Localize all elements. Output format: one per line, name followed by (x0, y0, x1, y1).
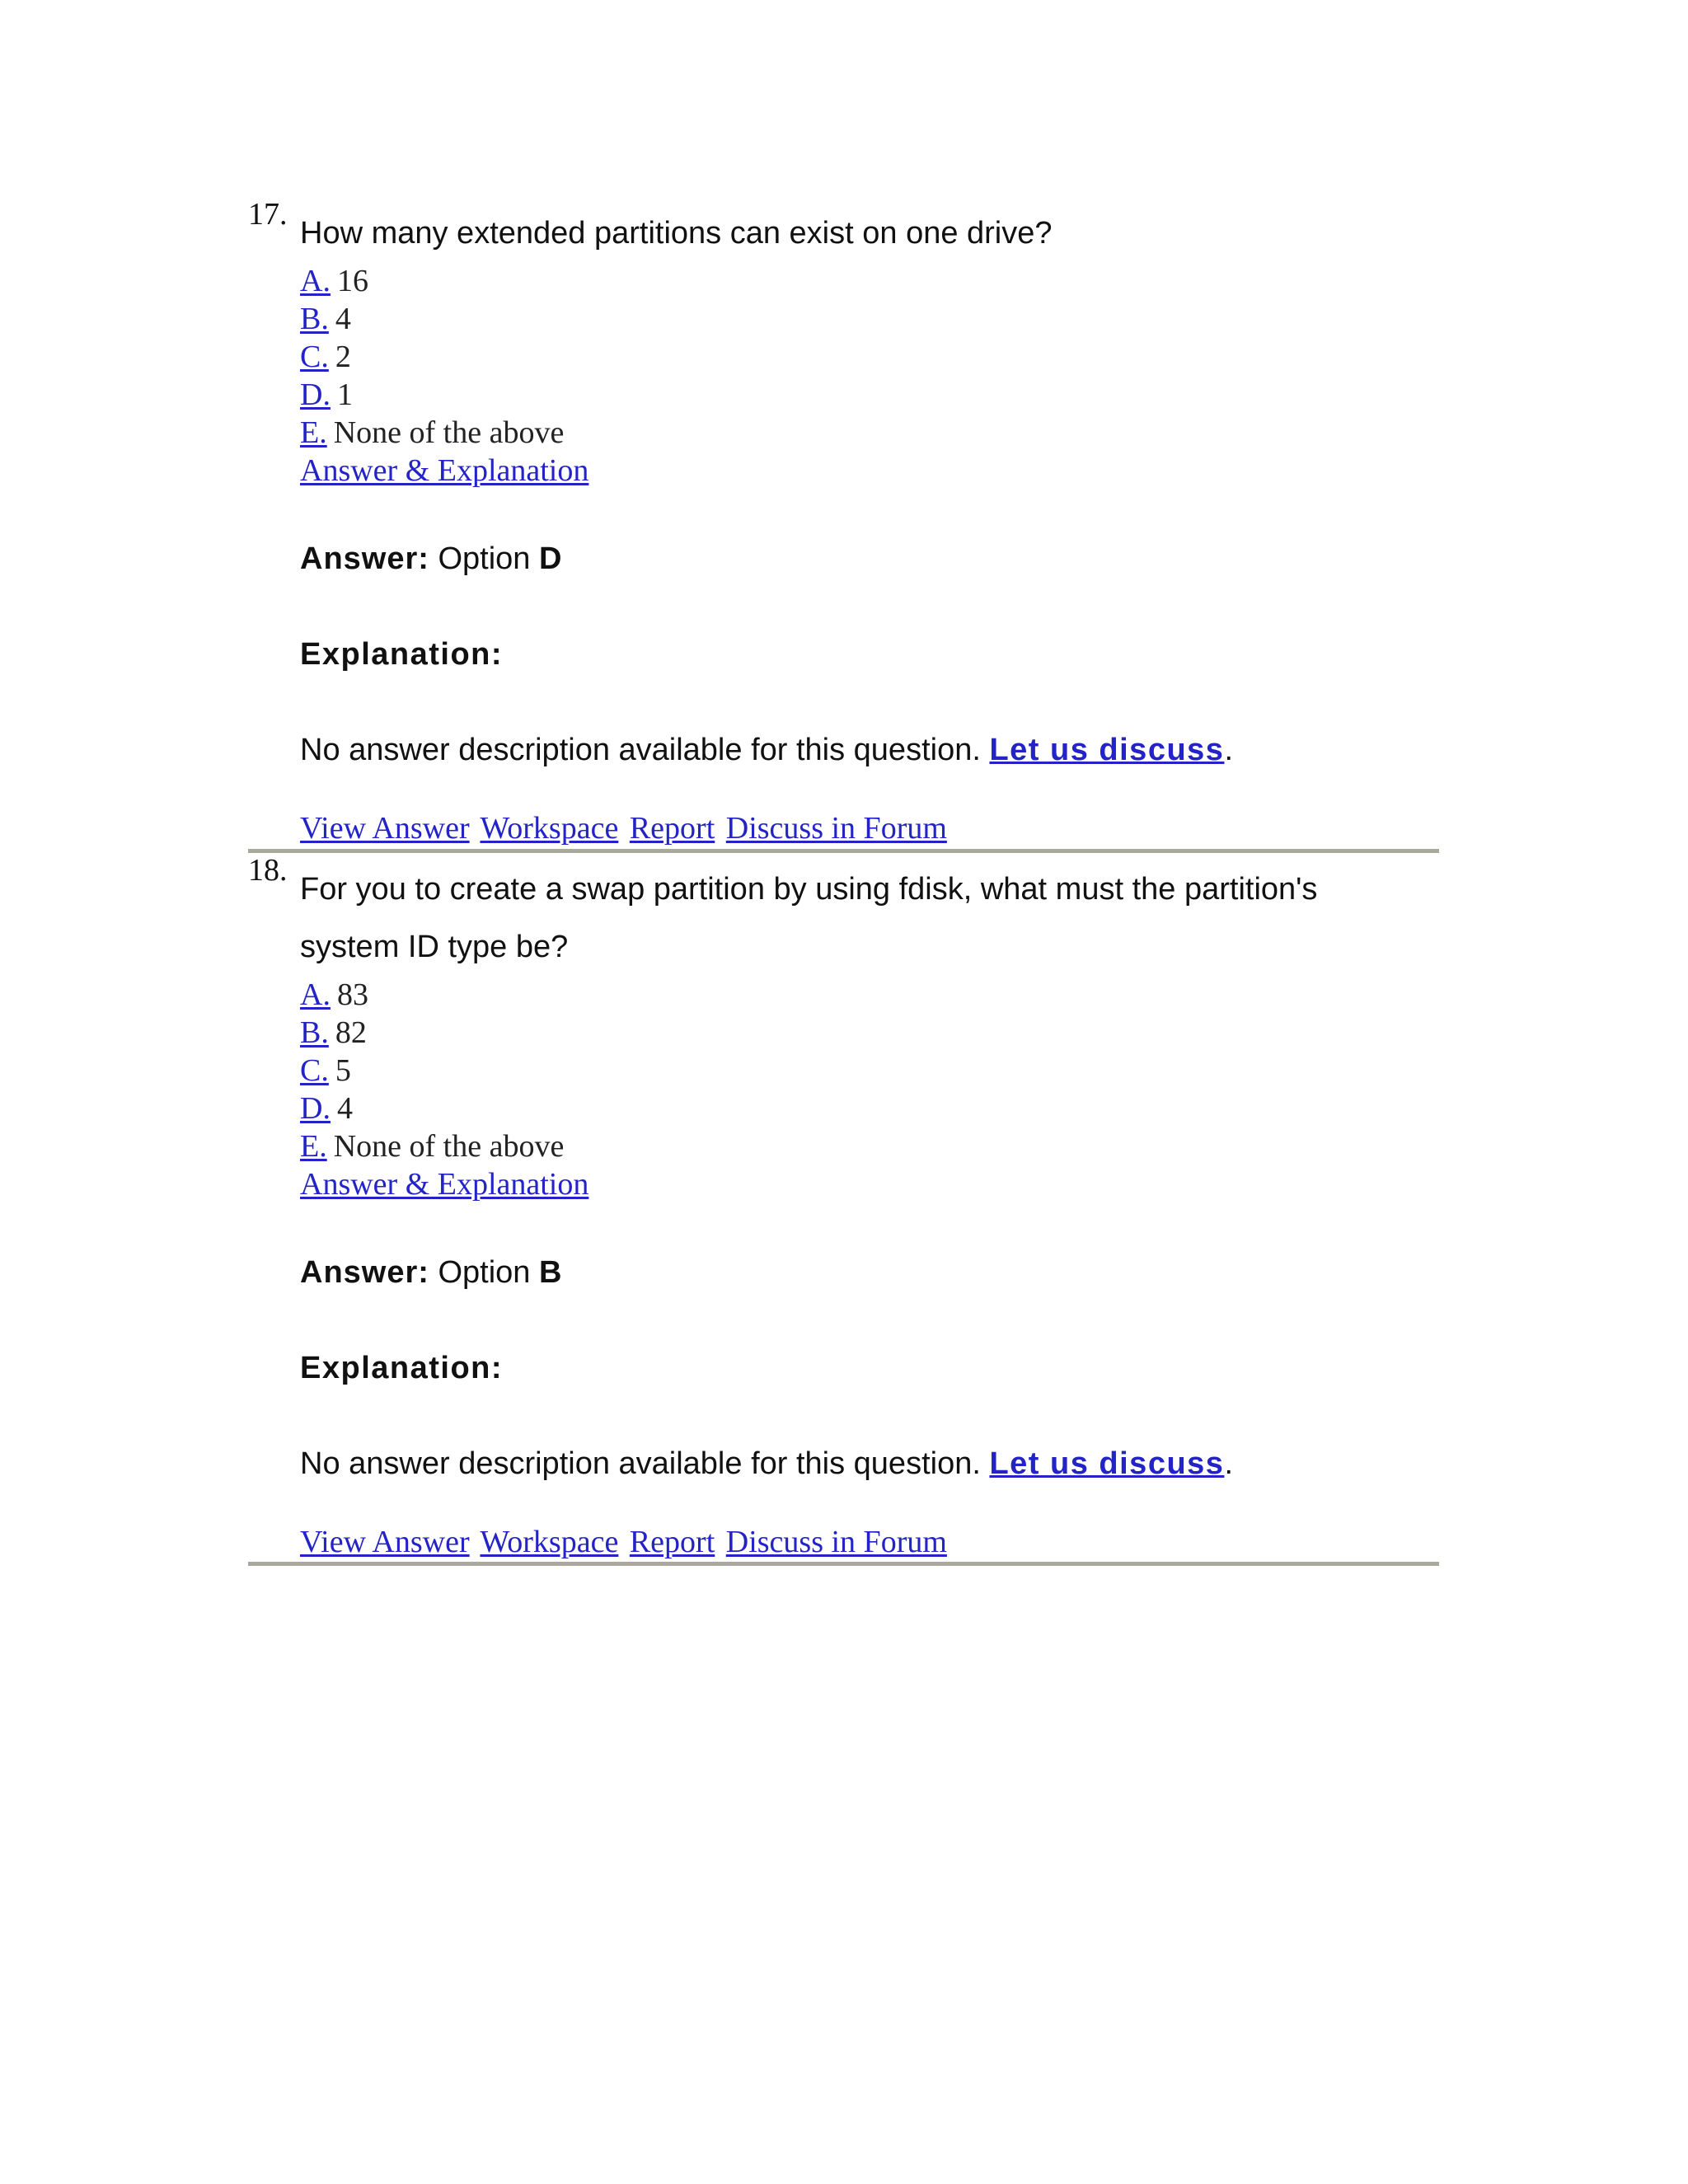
explanation-text (300, 1446, 1439, 1482)
option-d-text: 1 (336, 377, 353, 412)
let-us-discuss-link[interactable]: Let us discuss (989, 1446, 1225, 1481)
options-list (300, 262, 1439, 452)
question-text-line: For you to create a swap partition by using fdisk, what must the partition's (300, 872, 1318, 907)
question-text-line: How many extended partitions can exist on one drive? (300, 216, 1053, 251)
let-us-discuss-link[interactable]: Let us discuss (989, 733, 1225, 767)
option-c (300, 1052, 1439, 1090)
answer-line (300, 541, 1439, 577)
option-b-link[interactable]: B. (300, 1015, 329, 1050)
question-body (300, 854, 1439, 1561)
question-actions (300, 809, 1439, 847)
answer-option-text: Option (438, 1255, 531, 1290)
answer-option-letter: B (539, 1255, 562, 1290)
question-number: 17. (248, 197, 288, 232)
answer-label: Answer: (300, 1255, 429, 1290)
question-text (300, 860, 1439, 976)
question-actions (300, 1523, 1439, 1561)
answer-option-text: Option (438, 541, 531, 576)
option-b (300, 300, 1439, 338)
option-b-text: 82 (335, 1015, 367, 1050)
discuss-suffix: . (1224, 1446, 1233, 1481)
discuss-in-forum-link[interactable]: Discuss in Forum (725, 1525, 947, 1559)
option-e-link[interactable]: E. (300, 1129, 327, 1164)
option-e-text: None of the above (333, 1129, 565, 1164)
view-answer-link[interactable]: View Answer (300, 1525, 470, 1559)
option-c-link[interactable]: C. (300, 1053, 329, 1088)
option-b (300, 1014, 1439, 1052)
question-17 (248, 198, 1439, 847)
option-d (300, 1090, 1439, 1127)
option-d-link[interactable]: D. (300, 377, 331, 412)
answer-explanation-link[interactable]: Answer & Explanation (300, 453, 589, 488)
option-a (300, 262, 1439, 300)
option-d-text: 4 (336, 1091, 353, 1126)
option-a-text: 16 (336, 264, 368, 298)
option-a-link[interactable]: A. (300, 264, 331, 298)
question-number: 18. (248, 853, 288, 888)
question-divider (248, 849, 1439, 853)
option-e (300, 414, 1439, 452)
option-e (300, 1127, 1439, 1165)
option-a-text: 83 (336, 977, 368, 1012)
answer-explanation-link[interactable]: Answer & Explanation (300, 1167, 589, 1202)
discuss-suffix: . (1224, 733, 1233, 767)
question-body (300, 198, 1439, 847)
option-e-link[interactable]: E. (300, 415, 327, 450)
question-text (300, 204, 1439, 262)
workspace-link[interactable]: Workspace (480, 1525, 619, 1559)
answer-line (300, 1254, 1439, 1291)
explanation-heading: Explanation: (300, 1351, 504, 1385)
option-a-link[interactable]: A. (300, 977, 331, 1012)
option-d-link[interactable]: D. (300, 1091, 331, 1126)
options-list (300, 976, 1439, 1165)
explanation-body: No answer description available for this question. (300, 1446, 981, 1481)
question-18 (248, 854, 1439, 1561)
option-c-text: 5 (335, 1053, 351, 1088)
discuss-in-forum-link[interactable]: Discuss in Forum (725, 811, 947, 846)
option-c-text: 2 (335, 340, 351, 374)
question-divider (248, 1562, 1439, 1566)
option-b-text: 4 (335, 302, 351, 336)
question-text-line: system ID type be? (300, 930, 569, 964)
answer-option-letter: D (539, 541, 562, 576)
option-c-link[interactable]: C. (300, 340, 329, 374)
option-e-text: None of the above (333, 415, 565, 450)
explanation-text (300, 732, 1439, 768)
report-link[interactable]: Report (629, 1525, 715, 1559)
option-a (300, 976, 1439, 1014)
option-c (300, 338, 1439, 376)
workspace-link[interactable]: Workspace (480, 811, 619, 846)
explanation-heading: Explanation: (300, 637, 504, 672)
report-link[interactable]: Report (629, 811, 715, 846)
view-answer-link[interactable]: View Answer (300, 811, 470, 846)
answer-label: Answer: (300, 541, 429, 576)
option-d (300, 376, 1439, 414)
explanation-body: No answer description available for this question. (300, 733, 981, 767)
option-b-link[interactable]: B. (300, 302, 329, 336)
